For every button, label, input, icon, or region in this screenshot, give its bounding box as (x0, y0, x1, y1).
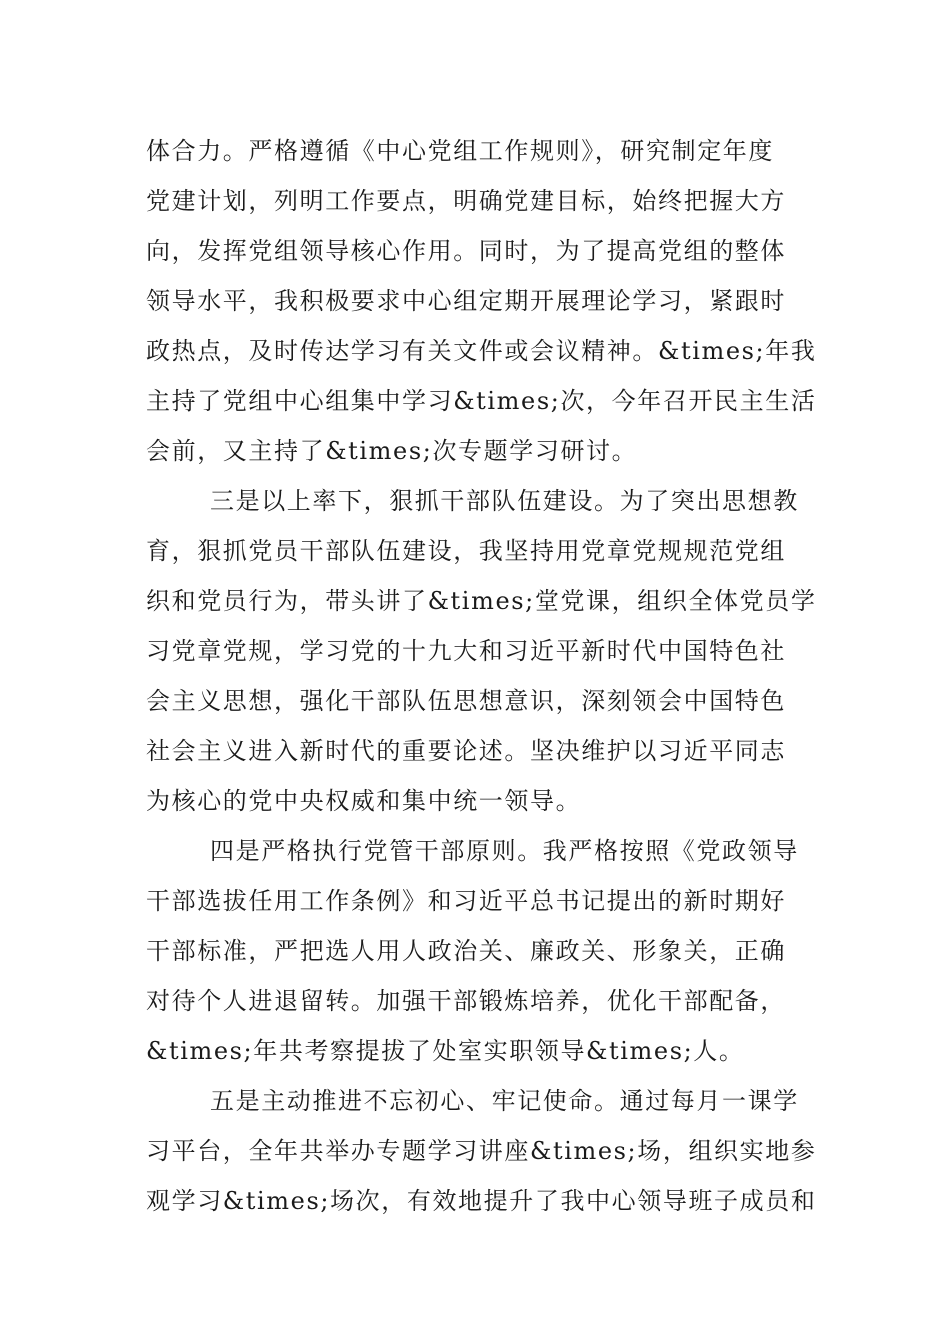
paragraph-start-line: 五是主动推进不忘初心、牢记使命。通过每月一课学 (210, 1087, 799, 1115)
text-line: 育，狠抓党员干部队伍建设，我坚持用党章党规规范党组 (146, 537, 786, 565)
text-line: 习平台，全年共举办专题学习讲座&times;场，组织实地参 (146, 1137, 817, 1165)
text-line: 干部标准，严把选人用人政治关、廉政关、形象关，正确 (146, 937, 786, 965)
text-line: 向，发挥党组领导核心作用。同时，为了提高党组的整体 (146, 237, 786, 265)
text-line: 主持了党组中心组集中学习&times;次，今年召开民主生活 (146, 387, 817, 415)
text-line: 会前，又主持了&times;次专题学习研讨。 (146, 437, 638, 465)
text-line: 社会主义进入新时代的重要论述。坚决维护以习近平同志 (146, 737, 786, 765)
paragraph-start-line: 四是严格执行党管干部原则。我严格按照《党政领导 (210, 837, 799, 865)
text-line: 习党章党规，学习党的十九大和习近平新时代中国特色社 (146, 637, 786, 665)
text-line: 政热点，及时传达学习有关文件或会议精神。&times;年我 (146, 337, 817, 365)
text-line: 领导水平，我积极要求中心组定期开展理论学习，紧跟时 (146, 287, 786, 315)
body-text (146, 126, 817, 1226)
text-line: 党建计划，列明工作要点，明确党建目标，始终把握大方 (146, 187, 786, 215)
text-line: 体合力。严格遵循《中心党组工作规则》，研究制定年度 (146, 137, 774, 165)
text-line: 对待个人进退留转。加强干部锻炼培养，优化干部配备， (146, 987, 786, 1015)
paragraph-start-line: 三是以上率下，狠抓干部队伍建设。为了突出思想教 (210, 487, 799, 515)
text-line: 干部选拔任用工作条例》和习近平总书记提出的新时期好 (146, 887, 786, 915)
text-line: 织和党员行为，带头讲了&times;堂党课，组织全体党员学 (146, 587, 817, 615)
text-line: 为核心的党中央权威和集中统一领导。 (146, 787, 582, 815)
text-line: &times;年共考察提拔了处室实职领导&times;人。 (146, 1037, 745, 1065)
text-line: 观学习&times;场次，有效地提升了我中心领导班子成员和 (146, 1187, 817, 1215)
text-line: 会主义思想，强化干部队伍思想意识，深刻领会中国特色 (146, 687, 786, 715)
